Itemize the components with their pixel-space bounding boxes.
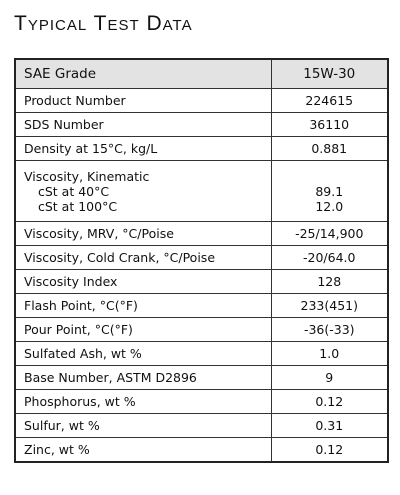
row-label: Zinc, wt %: [15, 438, 271, 463]
test-data-table: [14, 58, 389, 463]
row-value: 36110: [271, 113, 388, 137]
row-value: 233(451): [271, 294, 388, 318]
table-row: [15, 438, 388, 463]
row-value: 128: [271, 270, 388, 294]
row-value: 0.12: [271, 390, 388, 414]
row-value: 0.31: [271, 414, 388, 438]
row-value: 224615: [271, 89, 388, 113]
table-row: [15, 246, 388, 270]
row-label: Phosphorus, wt %: [15, 390, 271, 414]
table-row: [15, 270, 388, 294]
row-value: 9: [271, 366, 388, 390]
row-sublabel-100c: cSt at 100°C: [38, 198, 118, 214]
row-value-group: [271, 161, 388, 222]
row-value-40c: 89.1: [315, 183, 344, 199]
row-label: Viscosity Index: [15, 270, 271, 294]
table-header-row: [15, 59, 388, 89]
table-row: [15, 390, 388, 414]
header-label: SAE Grade: [15, 59, 271, 89]
table-row: [15, 89, 388, 113]
row-label: Viscosity, Cold Crank, °C/Poise: [15, 246, 271, 270]
row-label: Product Number: [15, 89, 271, 113]
page-title: Typical Test Data: [14, 12, 193, 35]
row-label: Density at 15°C, kg/L: [15, 137, 271, 161]
table-row: [15, 318, 388, 342]
row-value: 1.0: [271, 342, 388, 366]
row-sublabel-40c: cSt at 40°C: [38, 183, 110, 199]
table-row: [15, 113, 388, 137]
table-row: [15, 414, 388, 438]
row-value: -36(-33): [271, 318, 388, 342]
row-label: Base Number, ASTM D2896: [15, 366, 271, 390]
table-row: [15, 137, 388, 161]
row-value-100c: 12.0: [315, 198, 344, 214]
row-label: SDS Number: [15, 113, 271, 137]
table-row: [15, 294, 388, 318]
row-value: -25/14,900: [271, 222, 388, 246]
row-label: Viscosity, MRV, °C/Poise: [15, 222, 271, 246]
row-label: Viscosity, Kinematic: [24, 168, 150, 184]
row-label: Sulfur, wt %: [15, 414, 271, 438]
header-value: 15W-30: [271, 59, 388, 89]
table-row: [15, 366, 388, 390]
row-value: -20/64.0: [271, 246, 388, 270]
row-label: Sulfated Ash, wt %: [15, 342, 271, 366]
row-label: Flash Point, °C(°F): [15, 294, 271, 318]
table-row: [15, 342, 388, 366]
row-value: 0.12: [271, 438, 388, 463]
table-row-viscosity-kinematic: [15, 161, 388, 222]
row-label-group: [15, 161, 271, 222]
row-label: Pour Point, °C(°F): [15, 318, 271, 342]
row-value: 0.881: [271, 137, 388, 161]
table-row: [15, 222, 388, 246]
